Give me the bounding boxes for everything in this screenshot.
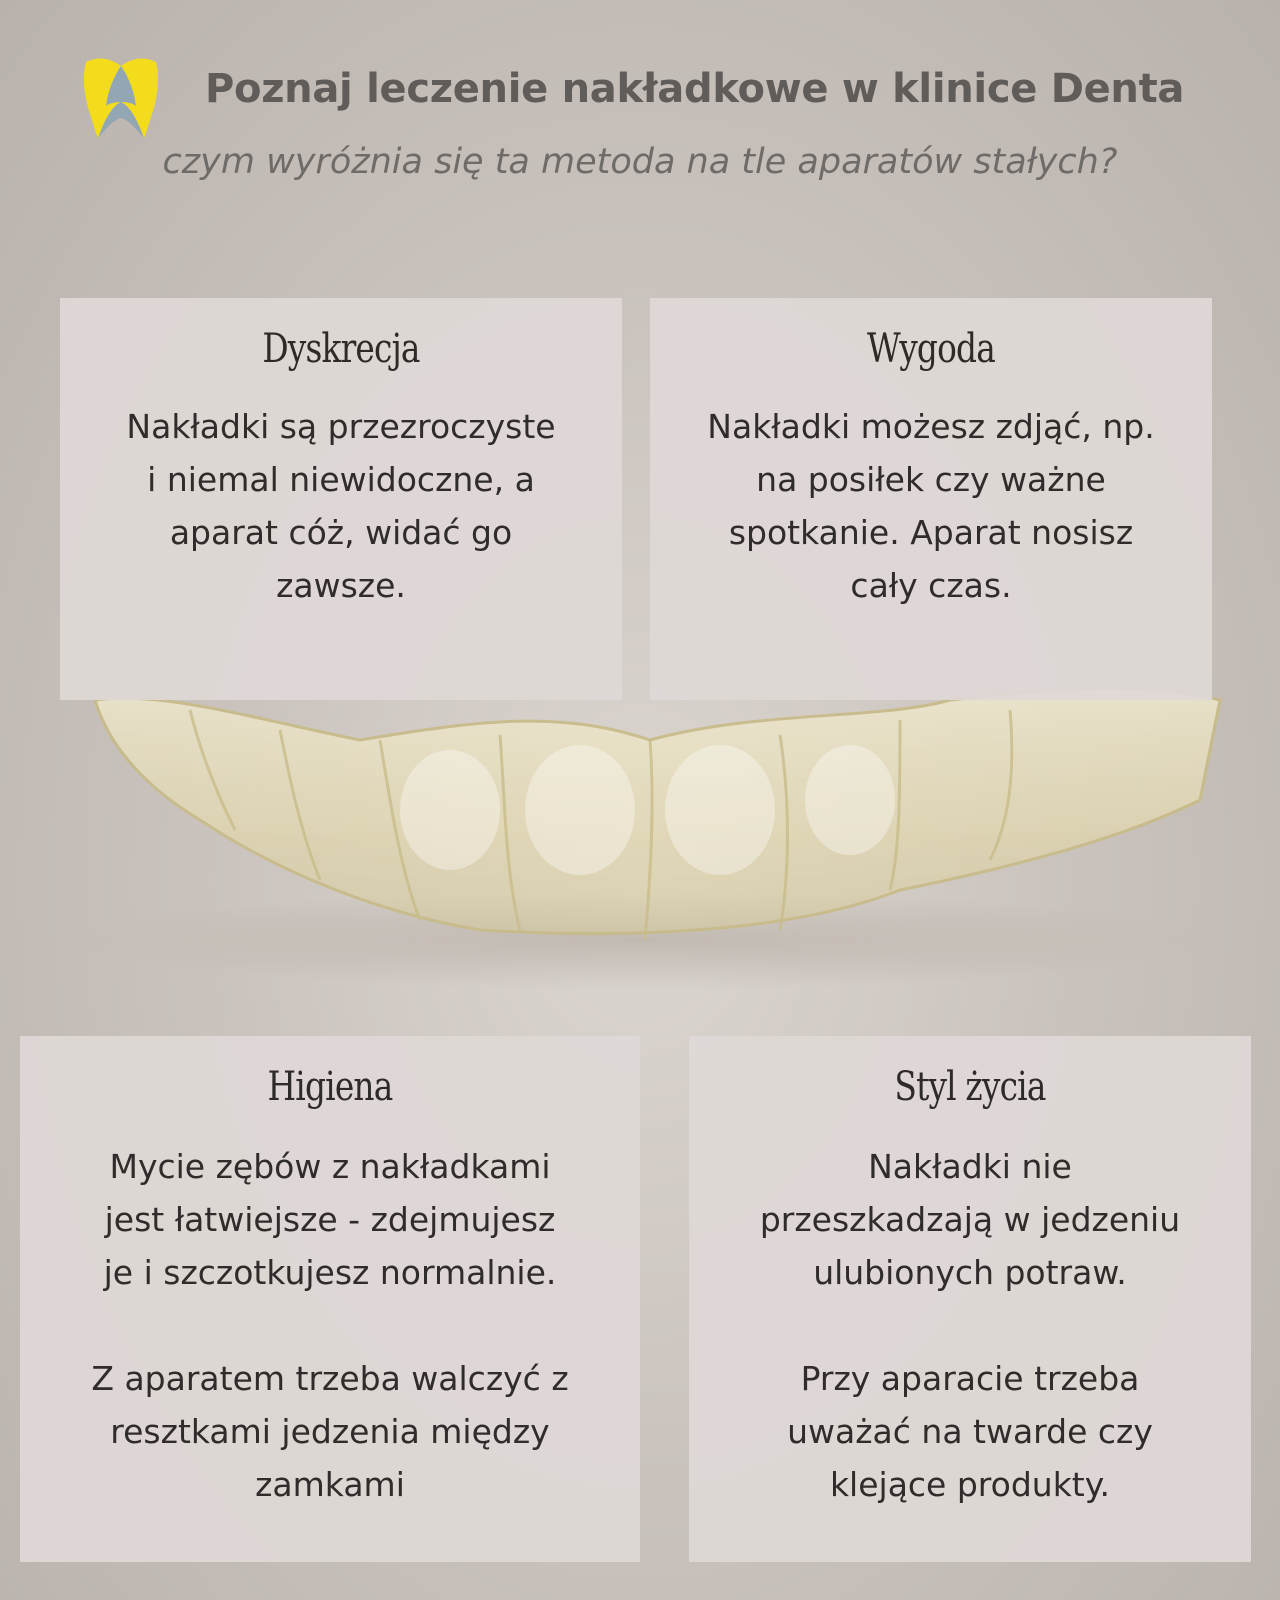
card-higiena (20, 1036, 640, 1562)
card-text-line: Nakładki są przezroczyste (126, 407, 556, 446)
card-text-line: spotkanie. Aparat nosisz (728, 513, 1134, 552)
card-text-line: Nakładki możesz zdjąć, np. (707, 407, 1155, 446)
card-title: Higiena (267, 1064, 393, 1110)
card-dyskrecja (60, 298, 622, 700)
card-text-line: resztkami jedzenia między (110, 1412, 550, 1451)
card-wygoda (650, 298, 1212, 700)
paragraph-gap (35, 1299, 625, 1352)
card-title: Dyskrecja (262, 326, 420, 372)
card-title: Wygoda (867, 326, 995, 372)
card-text-line: Z aparatem trzeba walczyć z (91, 1359, 569, 1398)
card-text-line: jest łatwiejsze - zdejmujesz (104, 1200, 556, 1239)
card-text-line: na posiłek czy ważne (756, 460, 1106, 499)
card-text (81, 400, 601, 612)
card-text (671, 400, 1191, 612)
card-text-line: ulubionych potraw. (813, 1253, 1127, 1292)
card-text-line: Nakładki nie (868, 1147, 1072, 1186)
card-title: Styl życia (894, 1064, 1046, 1110)
card-text-line: uważać na twarde czy (787, 1412, 1153, 1451)
page-subtitle: czym wyróżnia się ta metoda na tle aparatów stałych? (162, 142, 1118, 182)
card-text-line: i niemal niewidoczne, a (147, 460, 535, 499)
card-text-line: przeszkadzają w jedzeniu (759, 1200, 1181, 1239)
tooth-logo-icon (80, 56, 162, 140)
card-text (35, 1140, 625, 1511)
card-text-line: zamkami (255, 1465, 405, 1504)
card-text-line: klejące produkty. (829, 1465, 1111, 1504)
page-title: Poznaj leczenie nakładkowe w klinice Denta (205, 66, 1185, 112)
card-text-line: Przy aparacie trzeba (800, 1359, 1140, 1398)
paragraph-gap (720, 1299, 1220, 1352)
card-text-line: je i szczotkujesz normalnie. (103, 1253, 557, 1292)
card-text-line: cały czas. (850, 566, 1012, 605)
card-text-line: zawsze. (276, 566, 406, 605)
card-text-line: aparat cóż, widać go (169, 513, 513, 552)
card-text-line: Mycie zębów z nakładkami (109, 1147, 551, 1186)
card-styl-zycia (689, 1036, 1251, 1562)
card-text (720, 1140, 1220, 1511)
